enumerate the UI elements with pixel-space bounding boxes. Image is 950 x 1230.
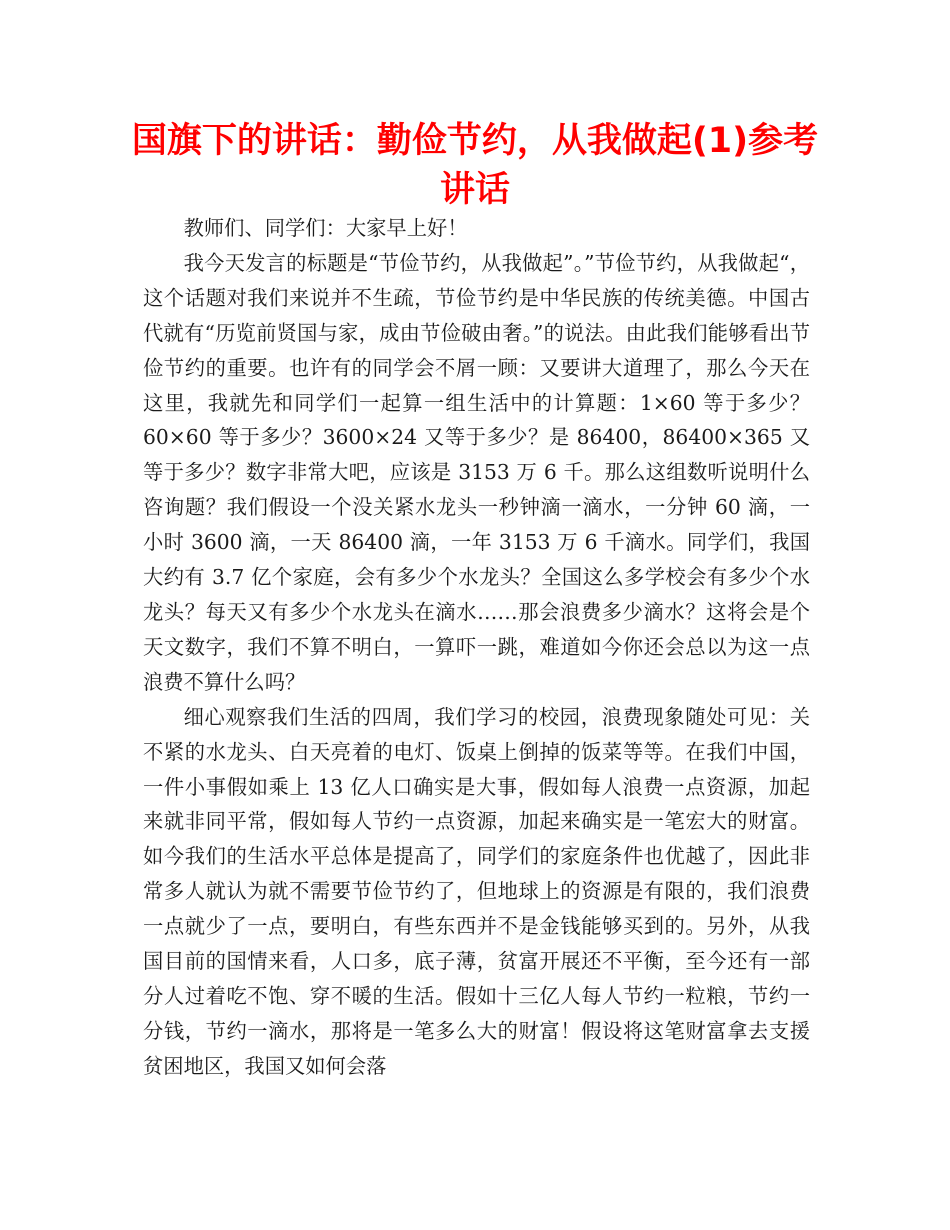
- body-paragraph: 细心观察我们生活的四周，我们学习的校园，浪费现象随处可见：关不紧的水龙头、白天亮着的电灯、饭桌上倒掉的饭菜等等。在我们中国，一件小事假如乘上 13 亿人口确实是大事，假如每人浪费一点资源，加起来就非同平常，假如每人节约一点资源，加起来确实是一笔宏大的财富。如今我们的生活水平总体是提高了，同学们的家庭条件也优越了，因此非常多人就认为就不需要节俭节约了，但地球上的资源是有限的，我们浪费一点就少了一点，要明白，有些东西并不是金钱能够买到的。另外，从我国目前的国情来看，人口多，底子薄，贫富开展还不平衡，至今还有一部分人过着吃不饱、穿不暖的生活。假如十三亿人每人节约一粒粮，节约一分钱，节约一滴水，那将是一笔多么大的财富！假设将这笔财富拿去支援贫困地区，我国又如何会落: [143, 704, 810, 1078]
- body-paragraph: 我今天发言的标题是“节俭节约，从我做起”。”节俭节约，从我做起“，这个话题对我们来说并不生疏，节俭节约是中华民族的传统美德。中国古代就有“历览前贤国与家，成由节俭破由奢。”的说法。由此我们能够看出节俭节约的重要。也许有的同学会不屑一顾：又要讲大道理了，那么今天在这里，我就先和同学们一起算一组生活中的计算题：1×60 等于多少？60×60 等于多少？3600×24 又等于多少？是 86400，86400×365 又等于多少？数字非常大吧，应该是 3153 万 6 千。那么这组数听说明什么咨询题？我们假设一个没关紧水龙头一秒钟滴一滴水，一分钟 60 滴，一小时 3600 滴，一天 86400 滴，一年 3153 万 6 千滴水。同学们，我国大约有 3.7 亿个家庭，会有多少个水龙头？全国这么多学校会有多少个水龙头？每天又有多少个水龙头在滴水……那会浪费多少滴水？这将会是个天文数字，我们不算不明白，一算吓一跳，难道如今你还会总以为这一点浪费不算什么吗？: [143, 250, 810, 694]
- document-title: 国旗下的讲话：勤俭节约，从我做起(1)参考讲话: [131, 121, 819, 210]
- document-body: [143, 211, 810, 1084]
- greeting-paragraph: 教师们、同学们：大家早上好！: [183, 216, 468, 240]
